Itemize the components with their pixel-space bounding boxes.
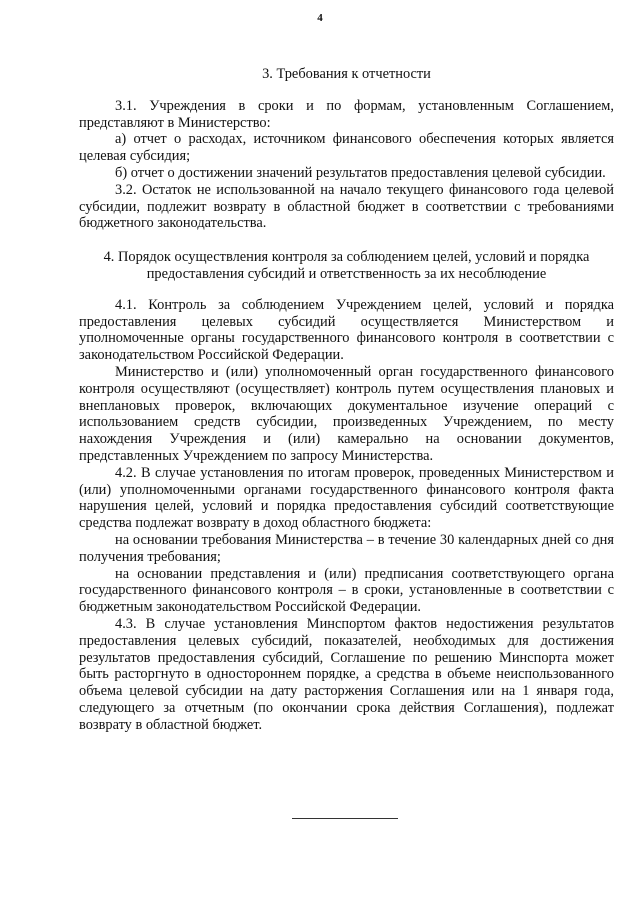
page-number: 4 — [317, 12, 323, 24]
section-3-heading: 3. Требования к отчетности — [262, 66, 431, 82]
paragraph-3-1-a: а) отчет о расходах, источником финансового обеспечения которых является целевая субсидия; — [79, 131, 614, 165]
paragraph-4-1: 4.1. Контроль за соблюдением Учреждением целей, условий и порядка предоставления целевых субсидий осуществляется Министерством и уполномоченные органы государственного финансового контроля в соответствии с законодательством Российской Федерации. — [79, 296, 614, 364]
end-rule — [292, 818, 398, 819]
document-body — [79, 66, 614, 733]
paragraph-3-1: 3.1. Учреждения в сроки и по формам, установленным Соглашением, представляют в Министерство: — [79, 97, 614, 131]
paragraph-3-1-b: б) отчет о достижении значений результатов предоставления целевой субсидии. — [115, 164, 606, 181]
paragraph-4-2: 4.2. В случае установления по итогам проверок, проведенных Министерством и (или) уполномоченными органами государственного финансового контроля факта нарушения целей, условий и порядка предоставления субсидий соответствующие средства подлежат возврату в доход областного бюджета: — [79, 464, 614, 532]
paragraph-4-3: 4.3. В случае установления Минспортом фактов недостижения результатов предоставления целевых субсидий, показателей, необходимых для достижения результатов предоставления субсидий, Соглашение по решению Минспорта может быть расторгнуто в одностороннем порядке, а средства в объеме неиспользованного объема целевой субсидии на дату расторжения Соглашения или на 1 января года, следующего за отчетным (по окончании срока действия Соглашения), подлежат возврату в областной бюджет. — [79, 615, 614, 733]
paragraph-4-1-control: Министерство и (или) уполномоченный орган государственного финансового контроля осуществляют (осуществляет) контроль путем осуществления плановых и внеплановых проверок, включающих документальное изучение операций с использованием средств субсидии, произведенных Учреждением, по месту нахождения Учреждения и (или) камерально на основании документов, представленных Учреждением по запросу Министерства. — [79, 363, 614, 464]
section-4-heading: 4. Порядок осуществления контроля за соблюдением целей, условий и порядка предоставления субсидий и ответственность за их несоблюдение — [103, 249, 590, 282]
paragraph-4-2-requirement: на основании требования Министерства – в течение 30 календарных дней со дня получения требования; — [79, 531, 614, 565]
paragraph-4-2-prescription: на основании представления и (или) предписания соответствующего органа государственного финансового контроля – в сроки, установленные в соответствии с бюджетным законодательством Российской Федерации. — [79, 565, 614, 616]
paragraph-3-2: 3.2. Остаток не использованной на начало текущего финансового года целевой субсидии, подлежит возврату в областной бюджет в соответствии с требованиями бюджетного законодательства. — [79, 181, 614, 232]
